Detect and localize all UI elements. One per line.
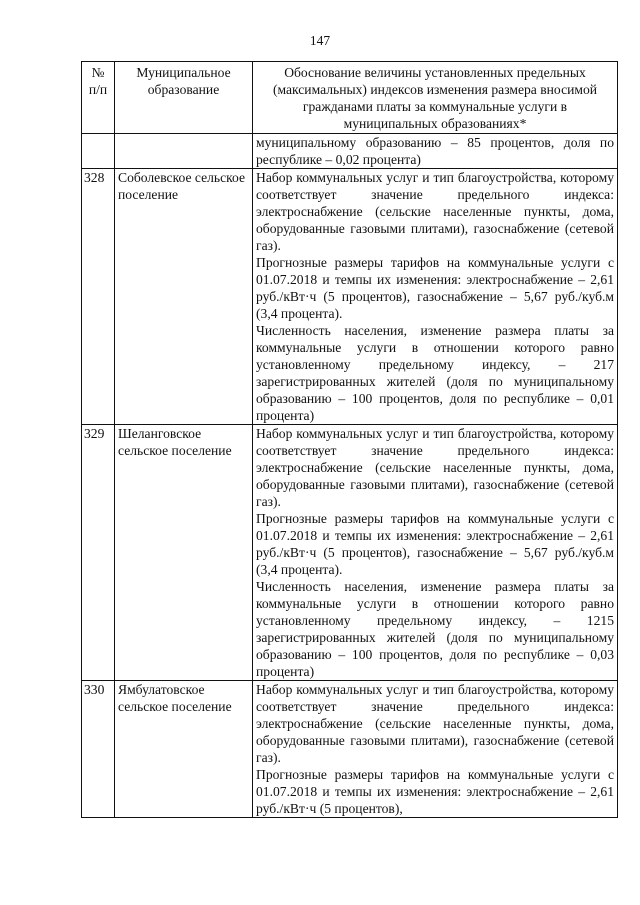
- continuation-text-cell: [253, 134, 618, 169]
- table-row: [82, 169, 618, 425]
- paragraph-population: Численность населения, изменение размера платы за коммунальные услуги в отношении которого равно установленному предельному индексу, – 217 зарегистрированных жителей (доля по муниципальному образованию – 100 процентов, доля по республике – 0,01 процента): [256, 323, 614, 423]
- row-municipality: Шеланговское сельское поселение: [115, 425, 253, 681]
- paragraph-service-set: Набор коммунальных услуг и тип благоустройства, которому соответствует значение предельного индекса: электроснабжение (сельские населенные пункты, дома, оборудованные газовыми плитами), газоснабжение (сетевой газ).: [256, 682, 614, 765]
- table-header-row: [82, 62, 618, 134]
- row-justification: [253, 425, 618, 681]
- header-number: № п/п: [82, 62, 115, 134]
- row-municipality: Ямбулатовское сельское поселение: [115, 681, 253, 818]
- row-justification: [253, 681, 618, 818]
- row-municipality: Соболевское сельское поселение: [115, 169, 253, 425]
- header-justification: Обоснование величины установленных предельных (максимальных) индексов изменения размера вносимой гражданами платы за коммунальные услуги в муниципальных образованиях*: [253, 62, 618, 134]
- paragraph-tariffs: Прогнозные размеры тарифов на коммунальные услуги с 01.07.2018 и темпы их изменения: электроснабжение – 2,61 руб./кВт·ч (5 процентов), газоснабжение – 5,67 руб./куб.м (3,4 процента).: [256, 511, 614, 577]
- table-row: [82, 681, 618, 818]
- row-number: 329: [82, 425, 115, 681]
- table-row: [82, 425, 618, 681]
- paragraph-tariffs: Прогнозные размеры тарифов на коммунальные услуги с 01.07.2018 и темпы их изменения: электроснабжение – 2,61 руб./кВт·ч (5 процентов),: [256, 767, 614, 816]
- header-municipality: Муниципальное образование: [115, 62, 253, 134]
- continuation-num-cell: [82, 134, 115, 169]
- continuation-row: [82, 134, 618, 169]
- page-number: 147: [309, 33, 331, 48]
- row-number: 330: [82, 681, 115, 818]
- row-justification: [253, 169, 618, 425]
- continuation-municipality-cell: [115, 134, 253, 169]
- row-number: 328: [82, 169, 115, 425]
- continuation-text: муниципальному образованию – 85 процентов, доля по республике – 0,02 процента): [256, 135, 614, 167]
- paragraph-population: Численность населения, изменение размера платы за коммунальные услуги в отношении которого равно установленному предельному индексу, – 1215 зарегистрированных жителей (доля по муниципальному образованию – 100 процентов, доля по республике – 0,03 процента): [256, 579, 614, 679]
- paragraph-service-set: Набор коммунальных услуг и тип благоустройства, которому соответствует значение предельного индекса: электроснабжение (сельские населенные пункты, дома, оборудованные газовыми плитами), газоснабжение (сетевой газ).: [256, 426, 614, 509]
- paragraph-tariffs: Прогнозные размеры тарифов на коммунальные услуги с 01.07.2018 и темпы их изменения: электроснабжение – 2,61 руб./кВт·ч (5 процентов), газоснабжение – 5,67 руб./куб.м (3,4 процента).: [256, 255, 614, 321]
- tariff-justification-table: [81, 61, 618, 818]
- paragraph-service-set: Набор коммунальных услуг и тип благоустройства, которому соответствует значение предельного индекса: электроснабжение (сельские населенные пункты, дома, оборудованные газовыми плитами), газоснабжение (сетевой газ).: [256, 170, 614, 253]
